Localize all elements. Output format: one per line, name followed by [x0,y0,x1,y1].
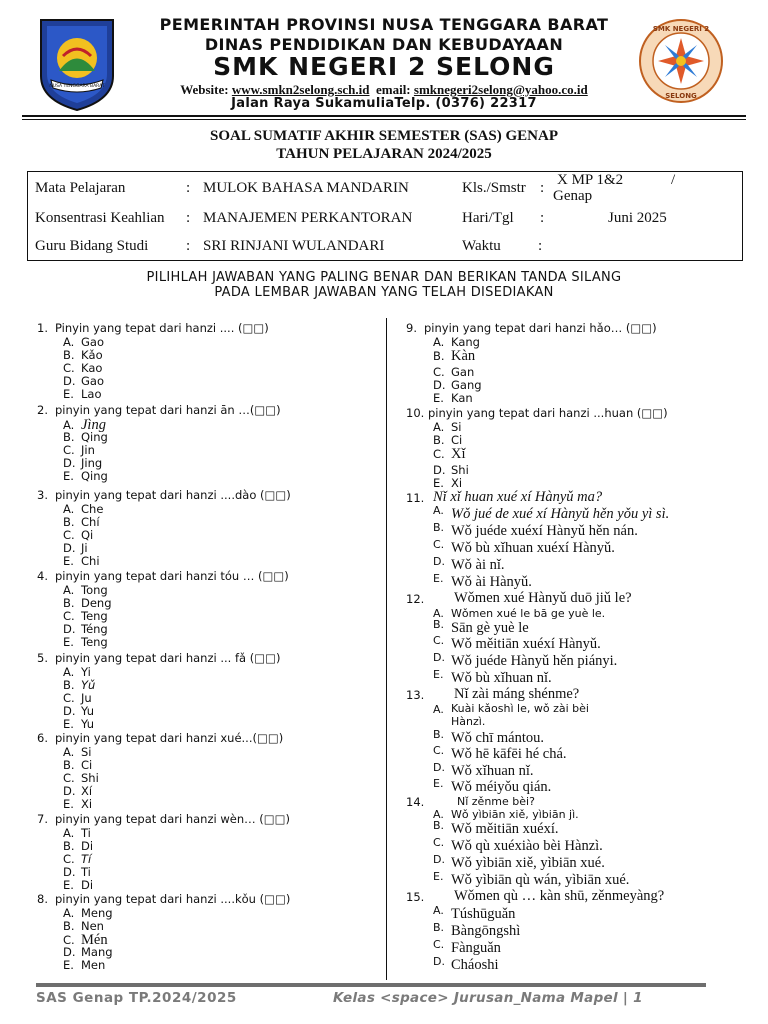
option-text: Si [451,420,462,434]
answer-option[interactable] [63,852,91,866]
answer-option[interactable] [63,361,102,375]
answer-option[interactable] [63,528,93,542]
major-label: Konsentrasi Keahlian [35,210,165,226]
class-slash: / [671,172,676,188]
option-text: Yu [81,703,94,718]
website-link[interactable]: www.smkn2selong.sch.id [231,82,370,97]
option-text: Gan [451,365,475,379]
question-number: 10. [406,406,425,420]
answer-option[interactable] [433,702,601,728]
colon: : [540,210,545,226]
option-text: Kàn [451,348,476,364]
option-text: Shi [81,770,99,785]
answer-option[interactable] [433,476,462,490]
option-text: Tí [81,851,92,866]
time-label: Waktu [462,238,501,254]
option-text: Chi [81,553,100,568]
question-text: pinyin yang tepat dari hanzi tóu … (□□) [55,569,289,583]
question-number: 15. [406,890,425,904]
option-text: Kao [81,360,103,375]
option-letter: E. [433,476,444,490]
major-value: MANAJEMEN PERKANTORAN [203,210,413,226]
option-text: Xǐ [451,446,466,462]
option-letter: E. [433,870,444,883]
answer-option[interactable] [63,704,94,718]
answer-option[interactable] [63,745,92,759]
answer-option[interactable] [433,872,629,889]
answer-option[interactable] [433,636,601,653]
option-text: Jin [81,442,95,457]
question-text: Nǐ zài máng shénme? [454,686,580,702]
answer-option[interactable] [63,826,91,840]
question-stem [37,892,290,906]
option-text: Ti [81,826,91,840]
question-stem [37,488,291,502]
option-text: Wǒ bù xǐhuan xuéxí Hànyǔ. [451,540,615,556]
option-text: Gao [81,335,104,349]
answer-option[interactable] [63,784,92,798]
answer-option[interactable] [63,691,92,705]
option-letter: E. [433,572,444,585]
option-text: Ji [81,540,88,555]
option-text: Wǒ ài nǐ. [451,557,505,573]
website-label: Website: [180,82,229,97]
option-letter: D. [63,783,76,798]
option-letter: A. [433,607,444,620]
option-letter: C. [63,770,75,785]
header-rule [22,115,746,117]
option-text: Wǒ juéde Hànyǔ hěn piányi. [451,653,618,669]
answer-option[interactable] [433,463,469,477]
option-text: Wǒ bù xǐhuan nǐ. [451,670,552,686]
answer-option[interactable] [63,554,100,568]
option-text: Chí [81,514,100,529]
answer-option[interactable] [63,958,105,972]
answer-option[interactable] [63,596,112,610]
option-letter: D. [433,853,445,866]
option-letter: C. [63,608,75,623]
option-letter: D. [433,761,445,774]
option-text: Yǔ [81,677,96,692]
option-letter: D. [63,540,76,555]
option-letter: B. [433,819,445,832]
colon: : [186,210,191,226]
option-text: Cháoshi [451,957,499,973]
option-text: Kǎo [81,347,103,362]
option-letter: D. [63,703,76,718]
question-text: pinyin yang tepat dari hanzi ... fǎ (□□) [55,651,281,665]
option-letter: E. [63,468,74,483]
semester-value: Genap [553,188,593,204]
teacher-label: Guru Bidang Studi [35,238,149,254]
address-line: Jalan Raya SukamuliaTelp. (0376) 22317 [231,96,537,111]
option-text: Wǒ yìbiān xiě, yìbiān xué. [451,855,605,871]
option-letter: E. [63,386,74,401]
question-stem [37,731,283,745]
option-text: Sān gè yuè le [451,620,529,636]
option-letter: A. [433,703,444,716]
answer-option[interactable] [63,758,92,772]
option-letter: D. [63,373,76,388]
option-letter: C. [433,538,445,551]
option-text: Gao [81,373,104,388]
answer-option[interactable] [433,957,499,974]
answer-option[interactable] [63,430,108,444]
question-stem [37,403,281,417]
class-value: X MP 1&2 [557,172,624,188]
answer-option[interactable] [433,506,669,523]
option-letter: C. [433,365,445,379]
option-text: Qing [81,429,108,444]
svg-text:NUSA TENGGARA BARAT: NUSA TENGGARA BARAT [49,84,105,89]
option-text: Che [81,502,104,516]
column-divider [386,318,387,980]
option-letter: D. [433,955,445,968]
question-text: pinyin yang tepat dari hanzi xué...(□□) [55,731,284,745]
option-text: Yu [81,716,94,731]
answer-option[interactable] [63,839,93,853]
answer-option[interactable] [63,443,95,457]
option-letter: D. [433,378,446,392]
option-letter: D. [433,555,445,568]
teacher-value: SRI RINJANI WULANDARI [203,238,385,254]
option-letter: E. [433,777,444,790]
option-letter: A. [433,335,445,349]
option-text: Wǒ měitiān xuéxí. [451,821,559,837]
option-text: Deng [81,595,112,610]
option-text: Di [81,877,94,892]
option-letter: A. [63,745,75,759]
option-letter: A. [433,504,444,517]
question-number: 7. [37,812,48,826]
option-text: Wǒ qù xuéxiào bèi Hànzì. [451,838,603,854]
date-label: Hari/Tgl [462,210,514,226]
question-text: pinyin yang tepat dari hanzi ....kǒu (□□) [55,892,291,906]
option-letter: A. [63,583,75,597]
option-text: Mén [81,931,108,948]
answer-option[interactable] [63,771,99,785]
option-text: Xi [81,796,93,811]
option-letter: C. [63,442,75,457]
answer-option[interactable] [433,855,605,872]
option-text: Ju [81,690,92,705]
question-stem [37,651,280,665]
option-letter: A. [63,826,75,840]
question-number: 13. [406,688,425,702]
option-text: Wǒ méiyǒu qián. [451,779,552,795]
question-stem [406,321,657,335]
question-number: 6. [37,731,48,745]
answer-option[interactable] [63,502,103,516]
option-text: Wǒ yìbiān xiě, yìbiān jì. [451,808,579,821]
option-text: Wǒ yìbiān qù wán, yìbiān xué. [451,872,630,888]
option-text: Xi [451,476,463,490]
option-letter: B. [63,757,75,772]
answer-option[interactable] [433,821,559,838]
option-text: Qi [81,527,94,542]
option-text: Mang [81,944,113,959]
date-value: Juni 2025 [608,210,667,226]
answer-option[interactable] [63,456,102,470]
option-letter: A. [63,335,75,349]
answer-option[interactable] [63,945,113,959]
answer-option[interactable] [63,469,108,483]
option-letter: C. [433,938,445,951]
option-text: Yi [81,665,91,679]
option-letter: A. [63,502,75,516]
question-number: 4. [37,569,48,583]
question-number: 14. [406,795,425,809]
option-letter: B. [63,677,75,692]
question-text: pinyin yang tepat dari hanzi hǎo… (□□) [424,321,657,335]
option-text: Si [81,745,92,759]
email-link[interactable]: smknegeri2selong@yahoo.co.id [413,82,588,97]
option-letter: E. [63,553,74,568]
option-text: Nen [81,918,104,933]
answer-option[interactable] [433,746,567,763]
option-letter: A. [433,904,444,917]
footer-rule [36,983,706,987]
class-label: Kls./Smstr [462,180,526,196]
option-letter: A. [433,420,445,434]
answer-option[interactable] [433,391,473,405]
answer-option[interactable] [433,838,603,855]
option-text: Wǒ xǐhuan nǐ. [451,763,534,779]
option-letter: D. [433,651,445,664]
question-number: 11. [406,491,425,505]
option-text: Ci [81,757,93,772]
footer-right: Kelas <space> Jurusan_Nama Mapel | 1 [333,990,643,1006]
answer-option[interactable] [433,670,552,687]
option-text: Téng [81,621,108,636]
answer-option[interactable] [63,348,103,362]
answer-option[interactable] [433,653,617,670]
svg-text:SMK NEGERI 2: SMK NEGERI 2 [652,25,710,33]
colon: : [186,238,191,254]
option-letter: B. [433,618,445,631]
answer-option[interactable] [63,583,108,597]
option-text: Fànguǎn [451,940,501,956]
subject-value: MULOK BAHASA MANDARIN [203,180,409,196]
question-number: 12. [406,592,425,606]
option-text: Teng [81,634,108,649]
option-text: Di [81,838,94,853]
option-text: Men [81,957,106,972]
option-letter: C. [63,527,75,542]
option-letter: C. [63,932,75,947]
answer-option[interactable] [433,378,482,392]
answer-option[interactable] [63,919,104,933]
question-number: 5. [37,651,48,665]
answer-option[interactable] [63,541,88,555]
option-letter: A. [433,808,444,821]
answer-option[interactable] [433,574,532,591]
option-text: Teng [81,608,108,623]
answer-option[interactable] [63,678,95,692]
option-text: Túshūguǎn [451,906,516,922]
option-letter: B. [63,595,75,610]
option-letter: E. [63,796,74,811]
option-letter: B. [63,838,75,853]
option-letter: E. [63,877,74,892]
question-text: pinyin yang tepat dari hanzi ....dào (□□) [55,488,291,502]
school-name: SMK NEGERI 2 SELONG [213,52,555,81]
option-letter: C. [433,744,445,757]
option-letter: C. [63,360,75,375]
option-letter: A. [63,665,75,679]
option-letter: D. [63,944,76,959]
answer-option[interactable] [63,335,104,349]
option-text: Wǒ měitiān xuéxí Hànyǔ. [451,636,601,652]
exam-year: TAHUN PELAJARAN 2024/2025 [276,146,492,162]
government-line: PEMERINTAH PROVINSI NUSA TENGGARA BARAT [159,15,609,34]
answer-option[interactable] [63,635,108,649]
question-text: Pinyin yang tepat dari hanzi .... (□□) [55,321,269,335]
question-number: 2. [37,403,48,417]
answer-option[interactable] [63,797,92,811]
option-letter: A. [63,906,75,920]
answer-option[interactable] [433,348,475,365]
option-text: Lao [81,386,102,401]
option-letter: D. [433,463,446,477]
answer-option[interactable] [433,433,462,447]
option-text: Shi [451,463,469,477]
option-letter: E. [433,668,444,681]
option-letter: B. [63,429,75,444]
option-letter: B. [433,921,445,934]
option-letter: D. [63,455,76,470]
question-text: Wǒmen xué Hànyǔ duō jiǔ le? [454,590,632,606]
option-text: Ci [451,433,463,447]
answer-option[interactable] [433,420,462,434]
answer-option[interactable] [63,906,113,920]
answer-option[interactable] [63,622,108,636]
colon: : [186,180,191,196]
question-text: Wǒmen qù … kàn shū, zěnmeyàng? [454,888,665,904]
option-letter: C. [63,851,75,866]
option-letter: E. [63,957,74,972]
svg-text:SELONG: SELONG [665,92,697,100]
answer-option[interactable] [63,387,102,401]
question-stem [37,812,290,826]
answer-option[interactable] [63,515,100,529]
question-number: 3. [37,488,48,502]
answer-option[interactable] [433,446,466,463]
school-logo-icon [638,18,724,104]
question-stem [37,321,269,335]
option-text: Wǒ chī mántou. [451,730,545,746]
option-letter: B. [433,349,445,363]
footer-left: SAS Genap TP.2024/2025 [36,990,237,1006]
option-letter: C. [433,634,445,647]
question-stem [406,406,668,420]
option-text: Xí [81,783,93,798]
answer-option[interactable] [433,606,605,620]
option-text: Jing [81,455,103,470]
email-label: email: [375,82,411,97]
answer-option[interactable] [433,523,638,540]
option-letter: D. [63,864,76,879]
option-text: Wǒ ài Hànyǔ. [451,574,532,590]
option-text: Tong [81,583,108,597]
option-text: Wǒ hē kāfēi hé chá. [451,746,567,762]
question-text: pinyin yang tepat dari hanzi ān …(□□) [55,403,281,417]
answer-option[interactable] [63,609,108,623]
option-text: Wǒmen xué le bā ge yuè le. [451,607,606,620]
answer-option[interactable] [63,374,104,388]
option-text: Qing [81,468,108,483]
option-letter: C. [433,836,445,849]
option-text: Kang [451,335,480,349]
option-text: Wǒ jué de xué xí Hànyǔ hěn yǒu yì sì. [451,506,670,522]
option-letter: B. [433,521,445,534]
option-text: Kuài kǎoshì le, wǒ zài bèi Hànzì. [451,702,589,728]
answer-option[interactable] [63,717,94,731]
option-letter: B. [433,433,445,447]
colon: : [540,180,545,196]
department-line: DINAS PENDIDIKAN DAN KEBUDAYAAN [204,35,564,54]
question-text: pinyin yang tepat dari hanzi ...huan (□□) [428,406,668,420]
header-rule-thin [22,119,746,120]
answer-option[interactable] [433,779,551,796]
option-letter: E. [63,716,74,731]
subject-label: Mata Pelajaran [35,180,126,196]
option-letter: B. [63,347,75,362]
question-stem [37,569,289,583]
question-number: 8. [37,892,48,906]
answer-option[interactable] [433,335,480,349]
option-letter: E. [63,634,74,649]
question-number: 1. [37,321,48,335]
answer-option[interactable] [63,665,91,679]
option-letter: B. [63,918,75,933]
option-text: Gang [451,378,482,392]
option-letter: D. [63,621,76,636]
question-text: Nǐ zěnme bèi? [457,795,535,808]
option-text: Kan [451,391,473,405]
answer-option[interactable] [433,807,579,821]
answer-option[interactable] [63,878,93,892]
colon: : [538,238,543,254]
option-letter: B. [433,728,445,741]
answer-option[interactable] [433,540,615,557]
question-text: Nǐ xǐ huan xué xí Hànyǔ ma? [433,489,603,505]
answer-option[interactable] [433,365,474,379]
option-letter: A. [63,418,75,432]
option-text: Meng [81,906,113,920]
option-letter: B. [63,514,75,529]
question-number: 9. [406,321,417,335]
exam-info-box [27,171,743,261]
exam-title: SOAL SUMATIF AKHIR SEMESTER (SAS) GENAP [210,128,558,144]
answer-option[interactable] [63,865,91,879]
option-text: Bàngōngshì [451,923,521,939]
option-text: Ti [81,864,91,879]
option-text: Jìng [81,417,106,433]
instruction-line-1: PILIHLAH JAWABAN YANG PALING BENAR DAN BERIKAN TANDA SILANG [146,270,622,285]
option-letter: C. [63,690,75,705]
question-text: pinyin yang tepat dari hanzi wèn… (□□) [55,812,290,826]
instruction-line-2: PADA LEMBAR JAWABAN YANG TELAH DISEDIAKAN [214,285,554,300]
option-text: Wǒ juéde xuéxí Hànyǔ hěn nán. [451,523,638,539]
option-letter: C. [433,447,445,461]
option-letter: E. [433,391,444,405]
